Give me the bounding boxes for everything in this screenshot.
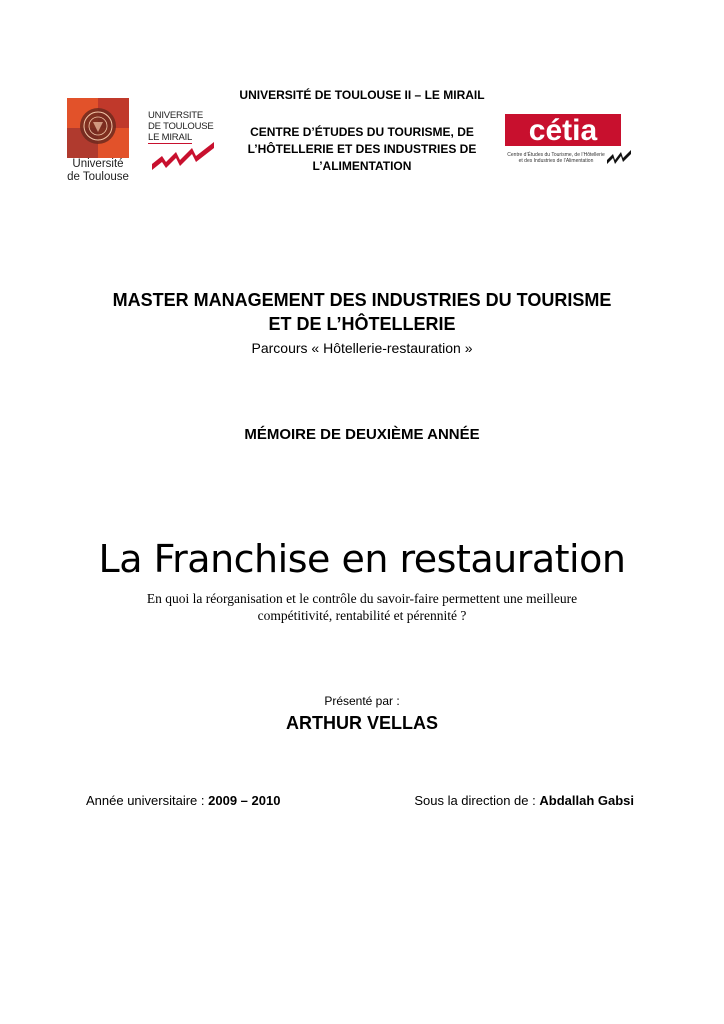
centre-heading-line3: L’ALIMENTATION [312, 159, 412, 173]
university-crest-icon [67, 98, 129, 158]
thesis-title: La Franchise en restauration [98, 537, 626, 581]
ut-logo-line2: de Toulouse [67, 171, 129, 183]
centre-heading-line1: CENTRE D’ÉTUDES DU TOURISME, DE [250, 125, 474, 139]
supervisor [414, 793, 634, 808]
ut-logo-line1: Université [72, 158, 124, 170]
academic-year-value: 2009 – 2010 [208, 793, 281, 808]
supervisor-label: Sous la direction de : [414, 793, 540, 808]
cetia-logo-text: cétia [528, 114, 598, 147]
parcours-label: Parcours « Hôtellerie-restauration » [251, 340, 473, 356]
master-title [72, 288, 652, 336]
mirail-logo-line2: DE TOULOUSE [148, 121, 214, 132]
mirail-red-marks-icon [148, 138, 218, 170]
thesis-subtitle [90, 590, 634, 624]
presented-by-label: Présenté par : [324, 694, 400, 708]
thesis-subtitle-line1: En quoi la réorganisation et le contrôle du savoir-faire permettent une meilleure [146, 591, 578, 606]
supervisor-name: Abdallah Gabsi [539, 793, 634, 808]
university-heading: UNIVERSITÉ DE TOULOUSE II – LE MIRAIL [239, 88, 485, 102]
cetia-sub-line1: Centre d’Études du Tourisme, de l’Hôtellerie [507, 152, 605, 158]
cetia-sub-line2: et des Industries de l’Alimentation [518, 158, 594, 164]
centre-heading [230, 124, 494, 175]
centre-heading-line2: L’HÔTELLERIE ET DES INDUSTRIES DE [247, 142, 477, 156]
thesis-subtitle-line2: compétitivité, rentabilité et pérennité ? [257, 608, 467, 623]
master-title-line1: MASTER MANAGEMENT DES INDUSTRIES DU TOURISME [112, 290, 612, 310]
universite-le-mirail-logo [148, 110, 218, 168]
universite-de-toulouse-logo [64, 98, 132, 190]
cetia-waves-icon [605, 148, 635, 164]
master-title-line2: ET DE L’HÔTELLERIE [268, 314, 456, 334]
author-name: ARTHUR VELLAS [286, 713, 438, 733]
cetia-wordmark-icon [505, 112, 621, 148]
cetia-logo [505, 112, 633, 172]
academic-year [86, 793, 280, 808]
memoire-heading: MÉMOIRE DE DEUXIÈME ANNÉE [244, 426, 480, 443]
academic-year-label: Année universitaire : [86, 793, 209, 808]
mirail-logo-line3: LE MIRAIL [148, 132, 193, 143]
mirail-logo-line1: UNIVERSITE [148, 110, 204, 121]
